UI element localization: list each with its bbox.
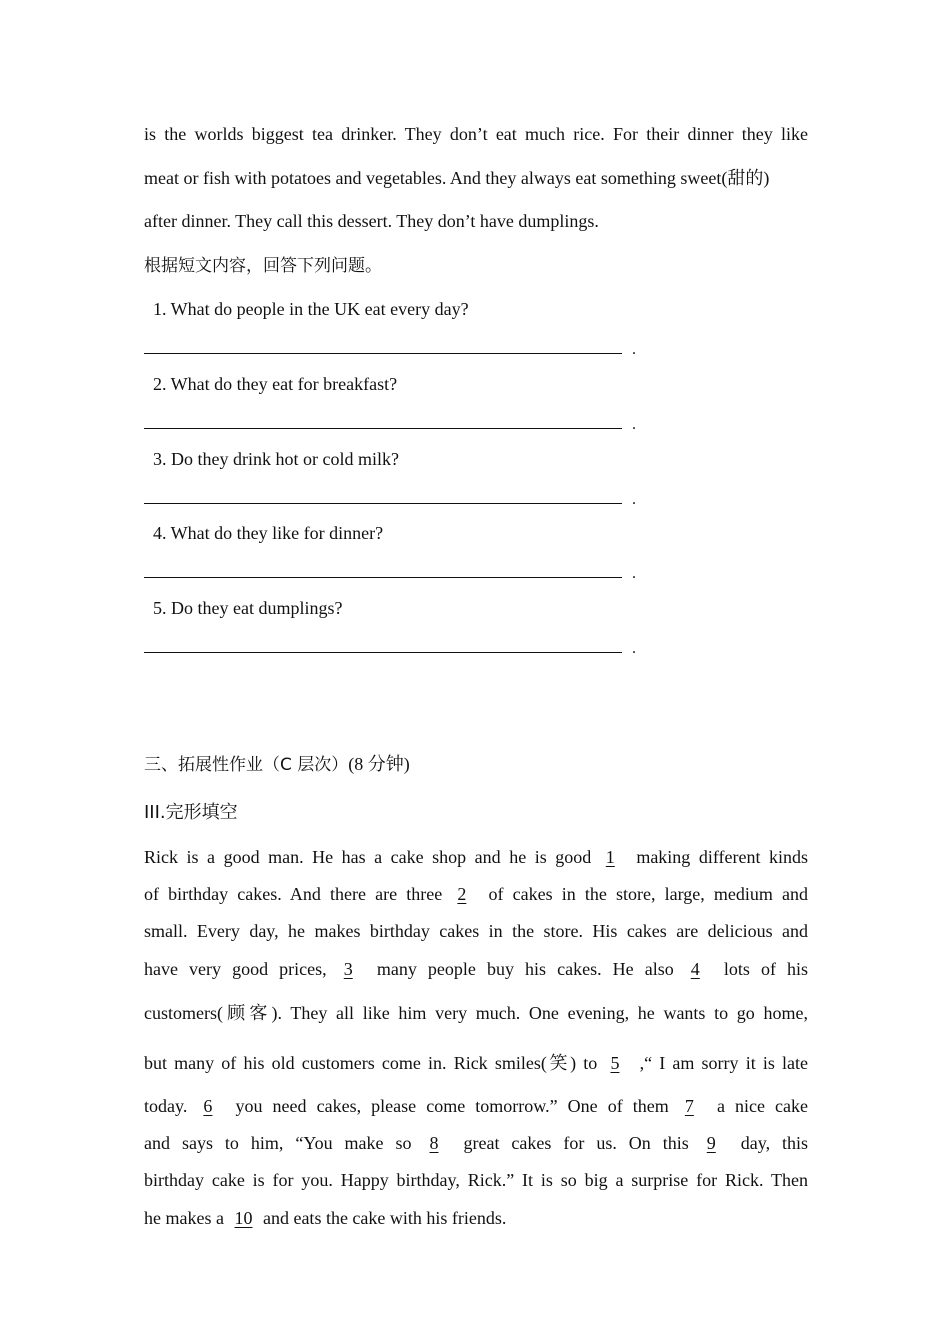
section-heading-cn: 三、拓展性作业（C 层次） xyxy=(144,755,349,775)
cloze-text: a nice cake xyxy=(716,1096,809,1116)
cloze-text: making different kinds xyxy=(636,847,808,867)
answer-end-4: . xyxy=(632,565,636,582)
passage-line-1: is the worlds biggest tea drinker. They don’t eat much rice. For their dinner they like xyxy=(144,124,808,144)
cloze-blank-2[interactable]: 2 xyxy=(457,884,467,904)
cloze-text: ,“ I am sorry it is late xyxy=(639,1053,808,1073)
cloze-line-4 xyxy=(144,958,808,980)
cloze-text: of birthday cakes. And there are three xyxy=(144,884,443,904)
cloze-blank-1[interactable]: 1 xyxy=(605,847,615,867)
question-3: 3. Do they drink hot or cold milk? xyxy=(153,449,399,469)
cloze-line-8 xyxy=(144,1132,808,1154)
answer-end-1: . xyxy=(632,341,636,358)
cloze-line-1 xyxy=(144,846,808,868)
cloze-text: but many of his old customers come in. Rick smiles(笑) to xyxy=(144,1053,598,1073)
cloze-blank-5[interactable]: 5 xyxy=(610,1053,620,1073)
cloze-text: many people buy his cakes. He also xyxy=(376,959,674,979)
question-5: 5. Do they eat dumplings? xyxy=(153,598,343,618)
cloze-blank-9[interactable]: 9 xyxy=(706,1133,716,1153)
answer-line-4[interactable] xyxy=(144,577,622,578)
cloze-text: and says to him, “You make so xyxy=(144,1133,412,1153)
cloze-text: you need cakes, please come tomorrow.” One of them xyxy=(235,1096,669,1116)
answer-line-2[interactable] xyxy=(144,428,622,429)
answer-line-5[interactable] xyxy=(144,652,622,653)
answer-end-5: . xyxy=(632,640,636,657)
cloze-blank-3[interactable]: 3 xyxy=(343,959,353,979)
section-heading xyxy=(144,753,410,776)
cloze-blank-4[interactable]: 4 xyxy=(690,959,700,979)
cloze-blank-6[interactable]: 6 xyxy=(203,1096,213,1116)
question-4: 4. What do they like for dinner? xyxy=(153,523,384,543)
passage-line-2: meat or fish with potatoes and vegetables. And they always eat something sweet(甜的) xyxy=(144,168,770,188)
cloze-text: of cakes in the store, large, medium and xyxy=(488,884,809,904)
cloze-text: Rick is a good man. He has a cake shop and he is good xyxy=(144,847,592,867)
cloze-blank-10[interactable]: 10 xyxy=(234,1208,253,1228)
cloze-text: great cakes for us. On this xyxy=(463,1133,689,1153)
cloze-line-6 xyxy=(144,1052,808,1074)
section-subheading: III.完形填空 xyxy=(144,802,238,823)
answer-end-3: . xyxy=(632,491,636,508)
cloze-text: and eats the cake with his friends. xyxy=(262,1208,507,1228)
cloze-line-10 xyxy=(144,1207,808,1229)
question-1: 1. What do people in the UK eat every day? xyxy=(153,299,469,319)
cloze-text: have very good prices, xyxy=(144,959,327,979)
cloze-blank-8[interactable]: 8 xyxy=(429,1133,439,1153)
answer-line-1[interactable] xyxy=(144,353,622,354)
cloze-text: day, this xyxy=(740,1133,809,1153)
cloze-line-3: small. Every day, he makes birthday cakes in the store. His cakes are delicious and xyxy=(144,921,808,941)
passage-line-3: after dinner. They call this dessert. They don’t have dumplings. xyxy=(144,211,599,231)
question-2: 2. What do they eat for breakfast? xyxy=(153,374,398,394)
cloze-line-2 xyxy=(144,883,808,905)
instruction: 根据短文内容，回答下列问题。 xyxy=(144,256,382,276)
cloze-text: today. xyxy=(144,1096,188,1116)
answer-line-3[interactable] xyxy=(144,503,622,504)
answer-end-2: . xyxy=(632,416,636,433)
cloze-line-7 xyxy=(144,1095,808,1117)
cloze-line-9: birthday cake is for you. Happy birthday, Rick.” It is so big a surprise for Rick. Then xyxy=(144,1170,808,1190)
cloze-text: lots of his xyxy=(723,959,809,979)
cloze-blank-7[interactable]: 7 xyxy=(684,1096,694,1116)
section-heading-time: (8 分钟) xyxy=(348,754,410,774)
cloze-line-5: customers(顾客). They all like him very much. One evening, he wants to go home, xyxy=(144,1003,808,1023)
cloze-text: he makes a xyxy=(144,1208,224,1228)
